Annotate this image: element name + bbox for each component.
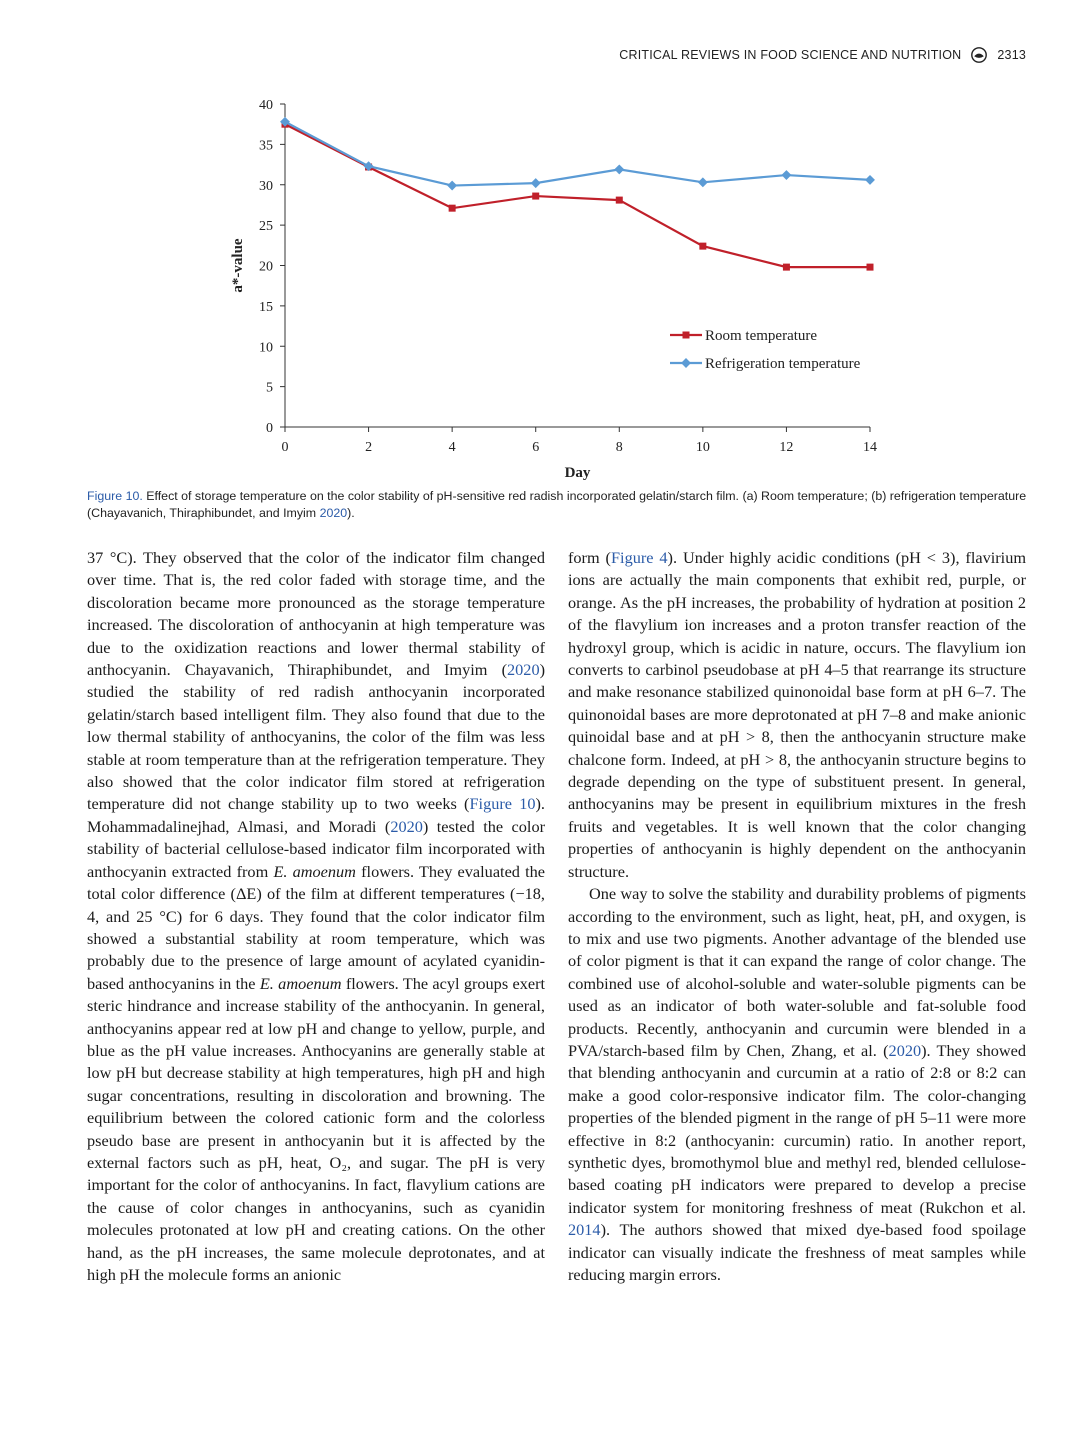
x-tick-label: 8 xyxy=(615,440,623,455)
y-tick-label: 10 xyxy=(259,340,273,356)
page-number: 2313 xyxy=(997,48,1026,62)
x-tick-label: 2 xyxy=(365,440,373,455)
species-name: E. amoenum xyxy=(259,973,342,993)
journal-logo-icon xyxy=(971,47,987,63)
y-tick-label: 15 xyxy=(259,299,273,315)
caption-tail: ). xyxy=(347,506,355,520)
y-tick-label: 25 xyxy=(259,219,273,235)
citation-link[interactable]: 2020 xyxy=(507,660,540,680)
text-run: ). They showed that blending anthocyanin and curcumin at a ratio of 2:8 or 8:2 can make a good color-responsive indicator film. The color-changing properties of the blended pigment in the range of pH 5–11 were more effective in 8:2 (anthocyanin: curcumin) ratio. In another report, synthetic dyes, bromothymol blue and methyl red, blended cellulose-based coating pH indicators were prepared to develop a precise indicator system for monitoring freshness of meat (Rukchon et al. xyxy=(568,1040,1026,1217)
x-tick-label: 14 xyxy=(863,440,877,455)
x-axis-label: Day xyxy=(564,465,591,481)
y-tick-label: 40 xyxy=(259,98,273,113)
caption-citation-link[interactable]: 2020 xyxy=(319,506,348,520)
figure-10-chart xyxy=(200,90,900,485)
citation-link[interactable]: 2020 xyxy=(888,1040,922,1060)
y-tick-label: 35 xyxy=(259,138,273,154)
data-point xyxy=(865,175,875,185)
data-point xyxy=(781,170,791,180)
text-run: flowers. The acyl groups exert steric hindrance and increase stability of the anthocyanin. In general, anthocyanins appear red at low pH and change to yellow, purple, and blue as the pH value increases. Anthocyanins are generally stable at low pH but decrease stability at high temperatures, high pH and high sugar concentrations, resulting in discoloration and browning. The equilibrium between the colored cationic form and the colorless pseudo base are present in anthocyanin but it is affected by the external factors such as pH, heat, O₂, and sugar. The pH is very important for the color of anthocyanins. In fact, flavylium cations are the cause of color changes in anthocyanins, such as cyanidin molecules protonated at low pH and creating cations. On the other hand, as the pH increases, the same molecule deprotonates, and at high pH the molecule forms an anionic xyxy=(87,973,546,1284)
paragraph xyxy=(568,547,1026,883)
series-line-refrigeration-temperature xyxy=(285,122,870,186)
data-point xyxy=(532,193,539,200)
x-tick-label: 12 xyxy=(779,440,794,455)
figure-caption xyxy=(87,488,1027,522)
data-point xyxy=(447,181,457,191)
data-point xyxy=(449,205,456,212)
data-point xyxy=(867,264,874,271)
text-run: ). Under highly acidic conditions (pH < 3), flavirium ions are actually the main components that exhibit red, purple, or orange. As the pH increases, the probability of hydration at position 2 of the flavylium ion increases and a proton transfer reaction of the hydroxyl group, which is acidic in nature, occurs. The flavylium ion converts to carbinol pseudobase at pH 4–5 that rearrange its structure and make resonance stabilized quinonoidal base form at pH 6–7. The quinonoidal bases are more deprotonated at pH 7–8 and make anionic quinoidal base and at pH > 8, then the anthocyanin structure make chalcone form. Indeed, at pH > 8, the anthocyanin structure begins to degrade depending on the type of substituent present. In general, anthocyanins may be present in equilibrium mixtures in the fresh fruits and vegetables. It is well known that the color changing properties of anthocyanin is highly dependent on the anthocyanin structure. xyxy=(568,548,1027,881)
text-run: ). The authors showed that mixed dye-based food spoilage indicator can visually indicate the freshness of meat samples while reducing margin errors. xyxy=(568,1220,1026,1284)
data-point xyxy=(698,177,708,187)
x-tick-label: 6 xyxy=(532,440,540,455)
text-run: ) studied the stability of red radish anthocyanin incorporated gelatin/starch based intelligent film. They also found that due to the low thermal stability of anthocyanins, the color of the film was less stable at room temperature than at the refrigeration temperature. They also showed that the color indicator film stored at refrigeration temperature did not change stability up to two weeks ( xyxy=(87,660,545,814)
left-column xyxy=(87,547,545,1286)
citation-link[interactable]: 2014 xyxy=(568,1220,601,1240)
citation-link[interactable]: 2020 xyxy=(390,816,423,836)
series-line-room-temperature xyxy=(285,124,870,267)
text-run: One way to solve the stability and durability problems of pigments according to the environment, such as light, heat, pH, and oxygen, is to mix and use two pigments. Another advantage of the blended use of color pigment is that it can expand the range of color change. The combined use of alcohol-soluble and water-soluble pigments can be used as an indicator of both water-soluble and fat-soluble food products. Recently, anthocyanin and curcumin were blended in a PVA/starch-based film by Chen, Zhang, et al. ( xyxy=(568,884,1026,1060)
y-tick-label: 20 xyxy=(259,259,273,275)
legend-label: Refrigeration temperature xyxy=(705,356,861,372)
text-run: ) tested the color stability of bacterial cellulose-based indicator film incorporated with anthocyanin extracted from xyxy=(87,816,546,881)
x-tick-label: 4 xyxy=(448,440,456,455)
data-point xyxy=(531,178,541,188)
data-point xyxy=(614,164,624,174)
data-point xyxy=(783,264,790,271)
legend-marker xyxy=(683,332,690,339)
species-name: E. amoenum xyxy=(273,861,356,881)
text-run: form ( xyxy=(568,548,611,567)
paragraph xyxy=(568,883,1026,1286)
caption-label: Figure 10. xyxy=(87,489,143,503)
legend-label: Room temperature xyxy=(705,328,818,344)
paragraph xyxy=(87,547,545,1286)
text-run: flowers. They evaluated the total color difference (ΔE) of the film at different temperatures (−18, 4, and 25 °C) for 6 days. They found that the color indicator film showed a substantial stability at room temperature, which was probably due to the presence of large amount of acylated cyanidin-based anthocyanins in the xyxy=(87,861,546,993)
x-tick-label: 0 xyxy=(281,440,289,455)
x-tick-label: 10 xyxy=(695,440,710,455)
y-tick-label: 30 xyxy=(259,178,273,194)
y-tick-label: 0 xyxy=(266,421,273,436)
running-header xyxy=(619,47,1026,63)
caption-text: Effect of storage temperature on the color stability of pH-sensitive red radish incorporated gelatin/starch film. (a) Room temperature; (b) refrigeration temperature (Chayavanich, Thiraphibundet, and Imyim xyxy=(87,489,1027,520)
y-axis-label: a*-value xyxy=(230,238,246,293)
text-run: 37 °C). They observed that the color of the indicator film changed over time. That is, the red color faded with storage time, and the discoloration became more pronounced as the storage temperature increased. The discoloration of anthocyanin at high temperature was due to the oxidization reactions and lower thermal stability of anthocyanin. Chayavanich, Thiraphibundet, and Imyim ( xyxy=(87,548,545,680)
line-chart xyxy=(200,90,900,485)
y-tick-label: 5 xyxy=(266,380,273,396)
data-point xyxy=(616,197,623,204)
figure-10-link[interactable]: Figure 10 xyxy=(469,794,536,814)
journal-title: CRITICAL REVIEWS IN FOOD SCIENCE AND NUTRITION xyxy=(619,48,962,62)
figure-4-link[interactable]: Figure 4 xyxy=(610,548,668,567)
legend-marker xyxy=(681,358,691,368)
right-column xyxy=(568,547,1026,1286)
data-point xyxy=(699,243,706,250)
text-run: ). Mohammadalinejhad, Almasi, and Moradi ( xyxy=(87,794,546,836)
